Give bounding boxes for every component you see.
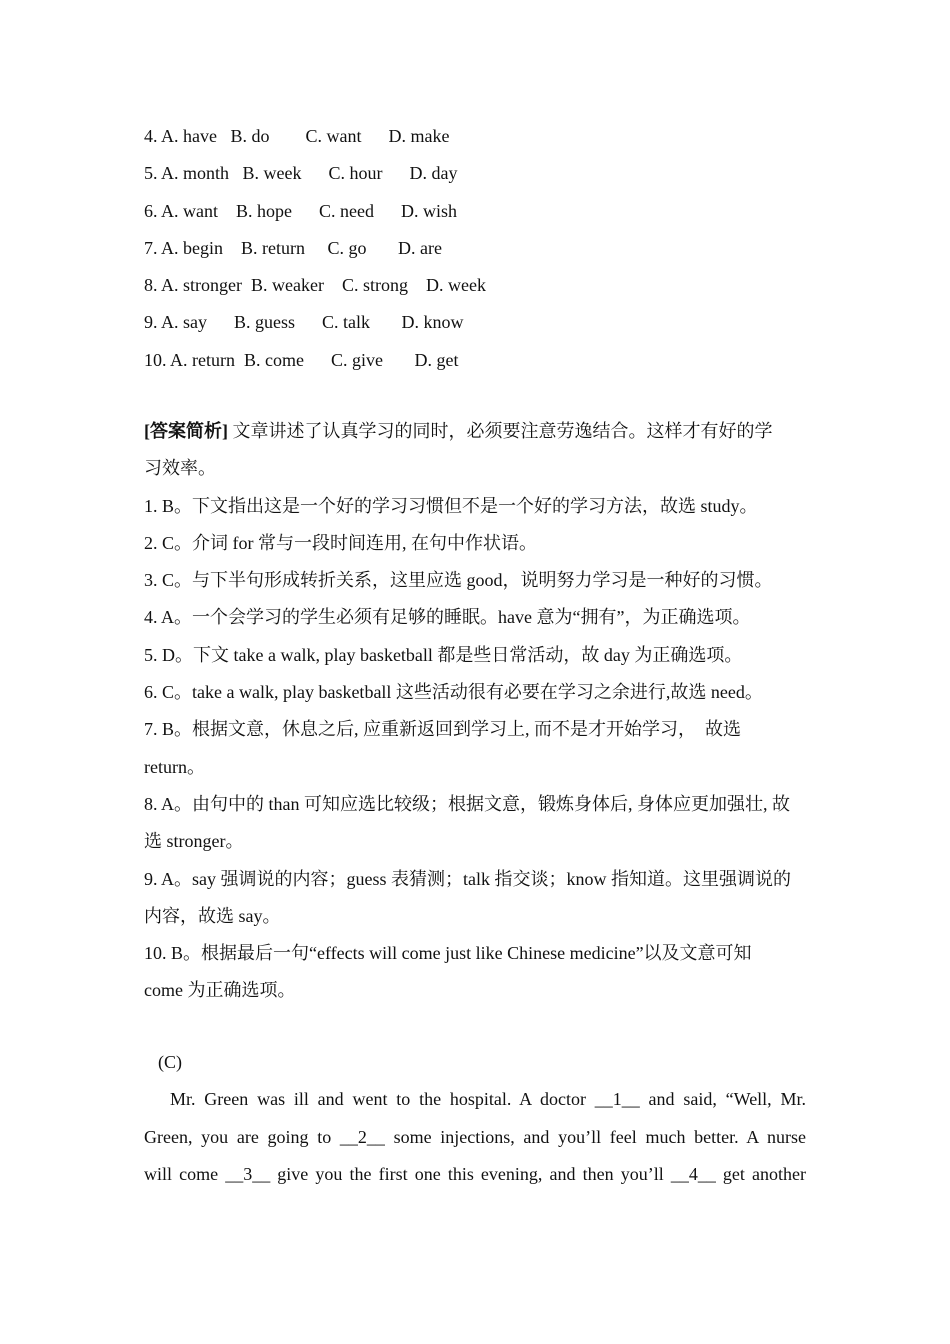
analysis-label: [答案简析] xyxy=(144,421,228,441)
analysis-line-8-cont: 选 stronger。 xyxy=(144,831,244,852)
passage-c xyxy=(144,1044,806,1193)
passage-line-2: Green, you are going to __2__ some injections, and you’ll feel much better. A nurse xyxy=(144,1126,806,1147)
option-line-8: 8. A. stronger B. weaker C. strong D. week xyxy=(144,275,486,296)
analysis-line-10: 10. B。根据最后一句“effects will come just like Chinese medicine”以及文意可知 xyxy=(144,943,752,964)
option-line-5: 5. A. month B. week C. hour D. day xyxy=(144,163,458,184)
analysis-line-3: 3. C。与下半句形成转折关系，这里应选 good，说明努力学习是一种好的习惯。 xyxy=(144,570,773,591)
analysis-line-9: 9. A。say 强调说的内容；guess 表猜测；talk 指交谈；know 指知道。这里强调说的 xyxy=(144,868,791,889)
option-line-7: 7. A. begin B. return C. go D. are xyxy=(144,237,442,258)
analysis-line-7: 7. B。根据文意，休息之后, 应重新返回到学习上, 而不是才开始学习， 故选 xyxy=(144,719,742,740)
analysis-line-9-cont: 内容，故选 say。 xyxy=(144,905,281,926)
analysis-line-1: 1. B。下文指出这是一个好的学习习惯但不是一个好的学习方法，故选 study。 xyxy=(144,495,758,516)
option-line-9: 9. A. say B. guess C. talk D. know xyxy=(144,312,464,333)
analysis-intro-line xyxy=(144,413,806,450)
analysis-line-6: 6. C。take a walk, play basketball 这些活动很有必要在学习之余进行,故选 need。 xyxy=(144,682,763,703)
analysis-line-10-cont: come 为正确选项。 xyxy=(144,980,296,1001)
option-line-10: 10. A. return B. come C. give D. get xyxy=(144,349,459,370)
section-label: (C) xyxy=(158,1052,182,1072)
answer-analysis xyxy=(144,413,806,1010)
passage-line-1: Mr. Green was ill and went to the hospital. A doctor __1__ and said, “Well, Mr. xyxy=(170,1089,806,1110)
option-line-6: 6. A. want B. hope C. need D. wish xyxy=(144,200,457,221)
analysis-line-4: 4. A。一个会学习的学生必须有足够的睡眠。have 意为“拥有”，为正确选项。 xyxy=(144,607,751,628)
passage-line-3: will come __3__ give you the first one this evening, and then you’ll __4__ get another xyxy=(144,1163,806,1184)
analysis-intro-text: 文章讲述了认真学习的同时，必须要注意劳逸结合。这样才有好的学 xyxy=(228,421,773,441)
analysis-line-5: 5. D。下文 take a walk, play basketball 都是些日常活动，故 day 为正确选项。 xyxy=(144,644,743,665)
option-line-4: 4. A. have B. do C. want D. make xyxy=(144,126,450,146)
analysis-line-2: 2. C。介词 for 常与一段时间连用, 在句中作状语。 xyxy=(144,532,537,553)
options-list xyxy=(144,118,806,379)
analysis-intro-continued: 习效率。 xyxy=(144,458,216,479)
analysis-line-8: 8. A。由句中的 than 可知应选比较级；根据文意，锻炼身体后, 身体应更加强壮, 故 xyxy=(144,793,790,814)
analysis-line-7-cont: return。 xyxy=(144,756,205,777)
